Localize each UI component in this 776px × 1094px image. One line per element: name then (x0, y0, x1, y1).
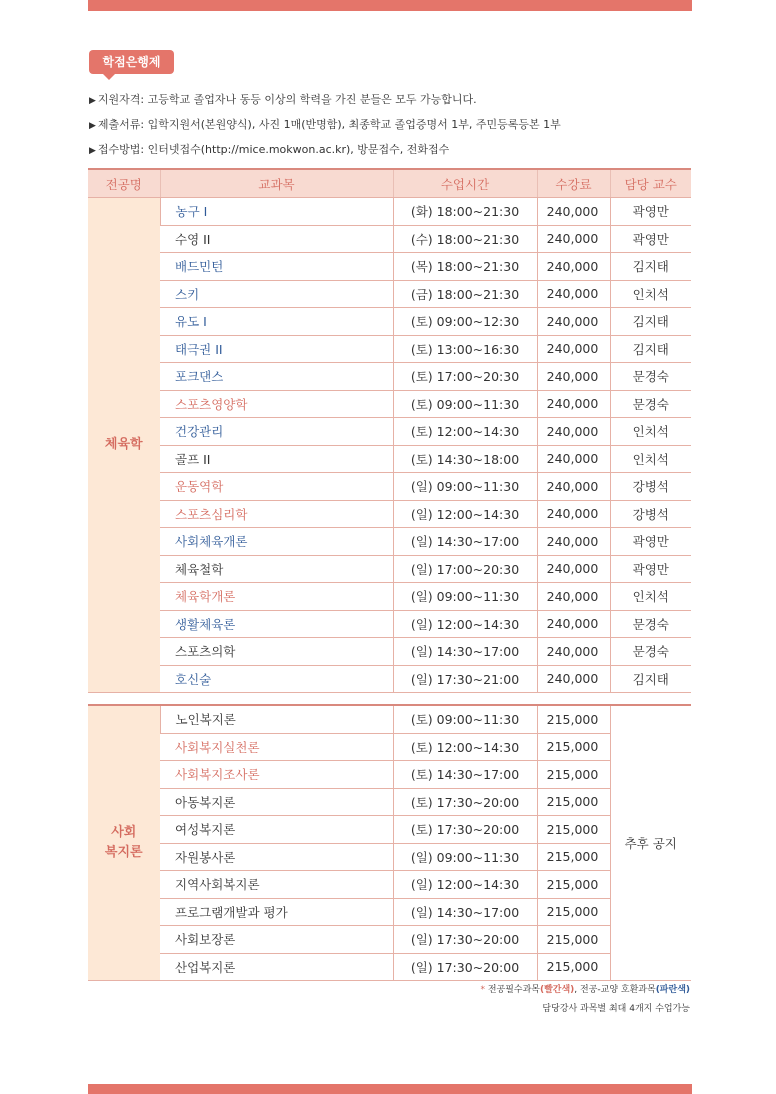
info-documents (89, 116, 561, 132)
fee-cell: 215,000 (537, 788, 610, 816)
major-cell: 체육학 (88, 198, 160, 693)
time-cell: (일) 17:30~21:00 (393, 665, 537, 693)
time-cell: (토) 09:00~11:30 (393, 390, 537, 418)
professor-cell: 인치석 (610, 583, 691, 611)
professor-cell: 곽영만 (610, 528, 691, 556)
professor-cell: 문경숙 (610, 610, 691, 638)
time-cell: (일) 14:30~17:00 (393, 638, 537, 666)
table-row (88, 445, 691, 473)
table-row (88, 871, 691, 899)
major-line: 복지론 (104, 845, 143, 860)
course-cell: 유도 I (160, 308, 393, 336)
info-text: 접수방법: 인터넷접수(http://mice.mokwon.ac.kr), 방문접수, 전화접수 (97, 143, 450, 156)
fee-cell: 215,000 (537, 953, 610, 981)
fee-cell: 240,000 (537, 418, 610, 446)
table-row (88, 390, 691, 418)
table-row (88, 705, 691, 733)
fee-cell: 240,000 (537, 363, 610, 391)
professor-cell: 김지태 (610, 253, 691, 281)
course-cell: 골프 II (160, 445, 393, 473)
table-row (88, 926, 691, 954)
course-cell: 호신술 (160, 665, 393, 693)
table-row (88, 733, 691, 761)
pe-course-table (88, 168, 691, 693)
fee-cell: 240,000 (537, 198, 610, 226)
header-major: 전공명 (88, 169, 160, 198)
table-row (88, 308, 691, 336)
time-cell: (화) 18:00~21:30 (393, 198, 537, 226)
course-cell: 사회체육개론 (160, 528, 393, 556)
table-row (88, 555, 691, 583)
fee-cell: 215,000 (537, 705, 610, 733)
course-cell: 체육철학 (160, 555, 393, 583)
time-cell: (토) 09:00~12:30 (393, 308, 537, 336)
time-cell: (토) 14:30~17:00 (393, 761, 537, 789)
fee-cell: 215,000 (537, 733, 610, 761)
table-row (88, 280, 691, 308)
table-row (88, 638, 691, 666)
table-row (88, 953, 691, 981)
triangle-bullet-icon: ▶ (89, 121, 96, 131)
table-row (88, 418, 691, 446)
time-cell: (토) 17:00~20:30 (393, 363, 537, 391)
course-cell: 프로그램개발과 평가 (160, 898, 393, 926)
course-cell: 생활체육론 (160, 610, 393, 638)
info-application (89, 141, 449, 157)
time-cell: (일) 12:00~14:30 (393, 610, 537, 638)
course-cell: 포크댄스 (160, 363, 393, 391)
fee-cell: 240,000 (537, 445, 610, 473)
fee-cell: 240,000 (537, 528, 610, 556)
course-cell: 태극권 II (160, 335, 393, 363)
table-row (88, 665, 691, 693)
table-row (88, 500, 691, 528)
course-cell: 자원봉사론 (160, 843, 393, 871)
time-cell: (토) 12:00~14:30 (393, 733, 537, 761)
fee-cell: 215,000 (537, 898, 610, 926)
course-cell: 체육학개론 (160, 583, 393, 611)
professor-cell: 강병석 (610, 500, 691, 528)
professor-cell: 곽영만 (610, 198, 691, 226)
time-cell: (토) 09:00~11:30 (393, 705, 537, 733)
fee-cell: 240,000 (537, 665, 610, 693)
time-cell: (일) 09:00~11:30 (393, 843, 537, 871)
course-cell: 운동역학 (160, 473, 393, 501)
course-cell: 스포츠의학 (160, 638, 393, 666)
fee-cell: 215,000 (537, 926, 610, 954)
fee-cell: 240,000 (537, 280, 610, 308)
header-course: 교과목 (160, 169, 393, 198)
time-cell: (일) 17:30~20:00 (393, 926, 537, 954)
course-cell: 스키 (160, 280, 393, 308)
table-row (88, 473, 691, 501)
course-cell: 스포츠심리학 (160, 500, 393, 528)
time-cell: (일) 17:00~20:30 (393, 555, 537, 583)
time-cell: (목) 18:00~21:30 (393, 253, 537, 281)
table-row (88, 225, 691, 253)
course-cell: 사회보장론 (160, 926, 393, 954)
professor-cell: 인치석 (610, 445, 691, 473)
time-cell: (일) 09:00~11:30 (393, 473, 537, 501)
fee-cell: 240,000 (537, 500, 610, 528)
time-cell: (일) 12:00~14:30 (393, 500, 537, 528)
instructor-note: 담당강사 과목별 최대 4개지 수업가능 (542, 1004, 690, 1014)
course-cell: 노인복지론 (160, 705, 393, 733)
fee-cell: 240,000 (537, 638, 610, 666)
triangle-bullet-icon: ▶ (89, 96, 96, 106)
professor-cell: 김지태 (610, 335, 691, 363)
course-cell: 수영 II (160, 225, 393, 253)
professor-cell: 곽영만 (610, 225, 691, 253)
professor-cell: 김지태 (610, 308, 691, 336)
header-professor: 담당 교수 (610, 169, 691, 198)
time-cell: (일) 14:30~17:00 (393, 898, 537, 926)
table-row (88, 898, 691, 926)
info-eligibility (89, 91, 477, 107)
time-cell: (토) 14:30~18:00 (393, 445, 537, 473)
table-header-row (88, 169, 691, 198)
time-cell: (일) 09:00~11:30 (393, 583, 537, 611)
fee-cell: 240,000 (537, 610, 610, 638)
table-row (88, 363, 691, 391)
professor-cell: 김지태 (610, 665, 691, 693)
bottom-accent-bar (88, 1084, 692, 1094)
professor-cell: 인치석 (610, 418, 691, 446)
table-row (88, 528, 691, 556)
time-cell: (토) 17:30~20:00 (393, 816, 537, 844)
fee-cell: 215,000 (537, 843, 610, 871)
info-text: 지원자격: 고등학교 졸업자나 동등 이상의 학력을 가진 분들은 모두 가능합니다. (97, 93, 477, 106)
time-cell: (일) 17:30~20:00 (393, 953, 537, 981)
fee-cell: 240,000 (537, 253, 610, 281)
time-cell: (일) 12:00~14:30 (393, 871, 537, 899)
professor-cell: 강병석 (610, 473, 691, 501)
fee-cell: 240,000 (537, 390, 610, 418)
professor-cell: 문경숙 (610, 363, 691, 391)
table-row (88, 583, 691, 611)
fee-cell: 215,000 (537, 761, 610, 789)
social-welfare-course-table (88, 704, 691, 981)
info-text: 제출서류: 입학지원서(본원양식), 사진 1매(반명함), 최종학교 졸업증명서 1부, 주민등록등본 1부 (97, 118, 561, 131)
major-line: 사회 (111, 825, 137, 840)
fee-cell: 240,000 (537, 473, 610, 501)
major-cell (88, 705, 160, 981)
professor-cell: 추후 공지 (610, 705, 691, 981)
professor-cell: 인치석 (610, 280, 691, 308)
course-cell: 사회복지조사론 (160, 761, 393, 789)
section-badge: 학점은행제 (89, 50, 174, 74)
professor-cell: 곽영만 (610, 555, 691, 583)
fee-cell: 240,000 (537, 583, 610, 611)
time-cell: (토) 12:00~14:30 (393, 418, 537, 446)
table-row (88, 610, 691, 638)
header-fee: 수강료 (537, 169, 610, 198)
time-cell: (금) 18:00~21:30 (393, 280, 537, 308)
header-time: 수업시간 (393, 169, 537, 198)
course-color-legend: * 전공필수과목(빨간색), 전공-교양 호환과목(파란색) (480, 985, 690, 995)
time-cell: (수) 18:00~21:30 (393, 225, 537, 253)
fee-cell: 240,000 (537, 308, 610, 336)
professor-cell: 문경숙 (610, 390, 691, 418)
fee-cell: 215,000 (537, 871, 610, 899)
course-cell: 스포츠영양학 (160, 390, 393, 418)
course-cell: 산업복지론 (160, 953, 393, 981)
top-accent-bar (88, 0, 692, 11)
fee-cell: 240,000 (537, 225, 610, 253)
fee-cell: 240,000 (537, 335, 610, 363)
time-cell: (일) 14:30~17:00 (393, 528, 537, 556)
course-cell: 농구 I (160, 198, 393, 226)
table-row (88, 843, 691, 871)
course-cell: 여성복지론 (160, 816, 393, 844)
fee-cell: 215,000 (537, 816, 610, 844)
time-cell: (토) 17:30~20:00 (393, 788, 537, 816)
triangle-bullet-icon: ▶ (89, 146, 96, 156)
course-cell: 지역사회복지론 (160, 871, 393, 899)
time-cell: (토) 13:00~16:30 (393, 335, 537, 363)
professor-cell: 문경숙 (610, 638, 691, 666)
table-row (88, 253, 691, 281)
course-cell: 배드민턴 (160, 253, 393, 281)
fee-cell: 240,000 (537, 555, 610, 583)
table-row (88, 198, 691, 226)
table-row (88, 816, 691, 844)
course-cell: 아동복지론 (160, 788, 393, 816)
table-row (88, 788, 691, 816)
course-cell: 건강관리 (160, 418, 393, 446)
course-cell: 사회복지실천론 (160, 733, 393, 761)
table-row (88, 335, 691, 363)
table-row (88, 761, 691, 789)
